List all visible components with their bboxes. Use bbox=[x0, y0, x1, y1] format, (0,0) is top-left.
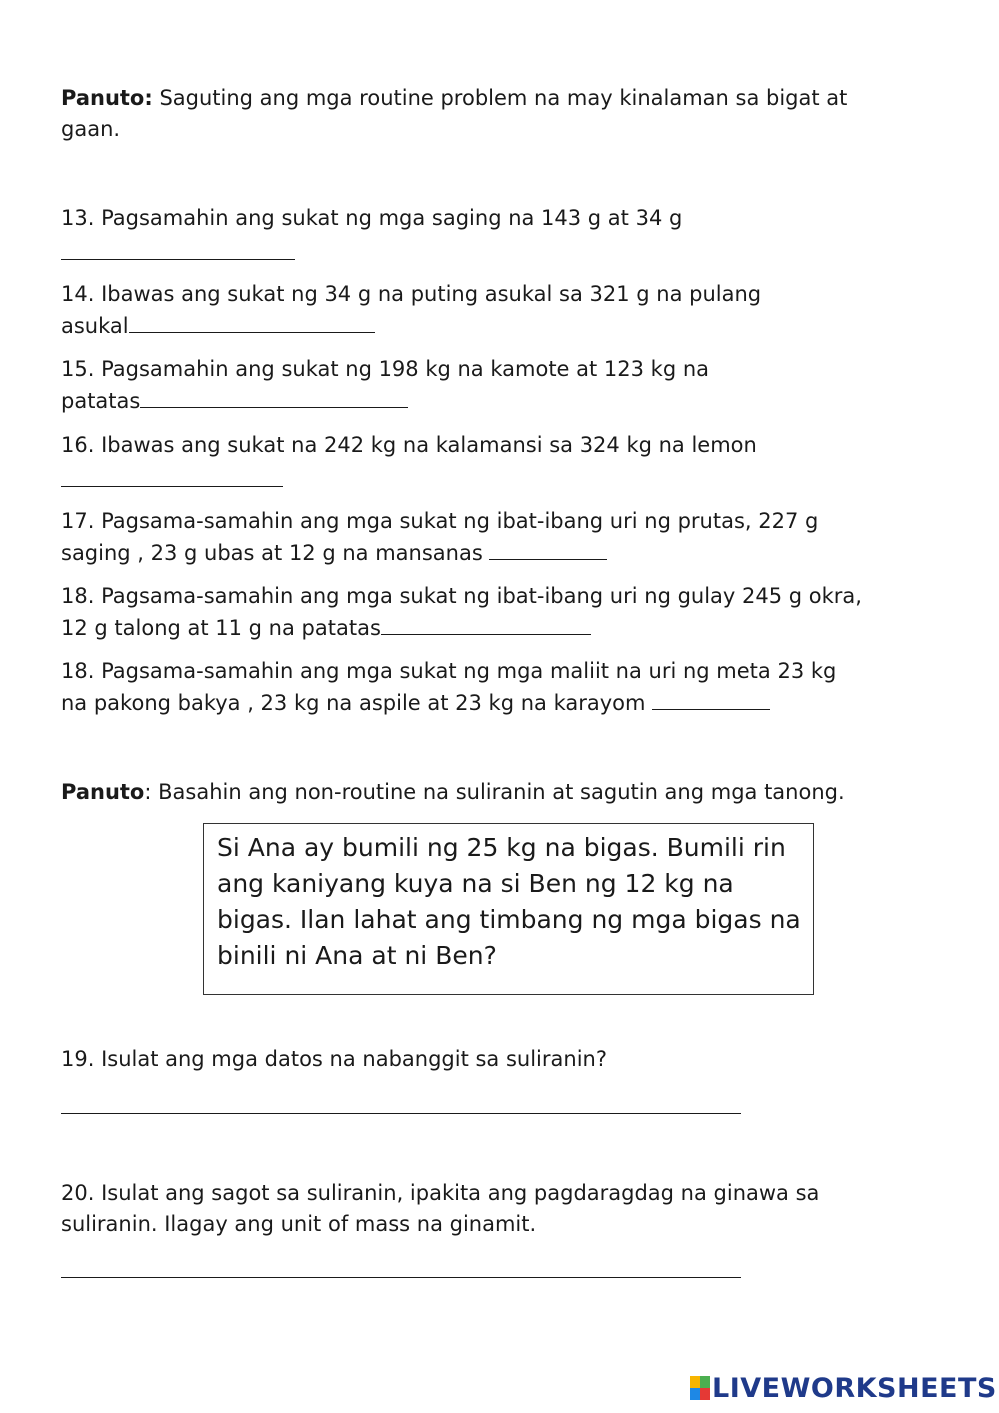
question-18b: 18. Pagsama-samahin ang mga sukat ng mga maliit na uri ng meta 23 kg bbox=[61, 659, 837, 683]
section1-instruction bbox=[61, 83, 847, 114]
answer-line-13[interactable] bbox=[61, 259, 295, 260]
question-18a: 18. Pagsama-samahin ang mga sukat ng ibat-ibang uri ng gulay 245 g okra, bbox=[61, 584, 862, 608]
section1-instruction-cont: gaan. bbox=[61, 117, 121, 141]
question-18a-cont bbox=[61, 612, 591, 644]
answer-line-20[interactable] bbox=[61, 1277, 741, 1278]
section1-label: Panuto: bbox=[61, 86, 153, 110]
logo-text: LIVEWORKSHEETS bbox=[712, 1372, 997, 1404]
answer-blank-18b[interactable] bbox=[652, 687, 770, 710]
story-text: Si Ana ay bumili ng 25 kg na bigas. Bumili rin ang kaniyang kuya na si Ben ng 12 kg na bigas. Ilan lahat ang timbang ng mga bigas na binili ni Ana at ni Ben? bbox=[217, 833, 801, 970]
answer-line-16[interactable] bbox=[61, 486, 283, 487]
section2-instruction-text: : Basahin ang non-routine na suliranin at sagutin ang mga tanong. bbox=[144, 780, 845, 804]
answer-line-19[interactable] bbox=[61, 1113, 741, 1114]
question-14: 14. Ibawas ang sukat ng 34 g na puting asukal sa 321 g na pulang bbox=[61, 282, 762, 306]
question-18a-text: 12 g talong at 11 g na patatas bbox=[61, 616, 381, 640]
logo-tile-1 bbox=[690, 1376, 700, 1388]
question-15: 15. Pagsamahin ang sukat ng 198 kg na kamote at 123 kg na bbox=[61, 357, 710, 381]
story-box bbox=[203, 823, 814, 995]
question-19: 19. Isulat ang mga datos na nabanggit sa suliranin? bbox=[61, 1047, 607, 1071]
section1-instruction-text: Saguting ang mga routine problem na may kinalaman sa bigat at bbox=[152, 86, 848, 110]
answer-blank-14[interactable] bbox=[129, 310, 375, 333]
logo-tile-3 bbox=[690, 1388, 700, 1400]
section2-instruction bbox=[61, 777, 845, 808]
question-15-cont bbox=[61, 385, 408, 417]
liveworksheets-logo-icon bbox=[690, 1376, 710, 1400]
logo-tile-4 bbox=[700, 1388, 710, 1400]
question-14-text: asukal bbox=[61, 314, 129, 338]
question-20-cont: suliranin. Ilagay ang unit of mass na ginamit. bbox=[61, 1212, 537, 1236]
question-15-text: patatas bbox=[61, 389, 141, 413]
question-13: 13. Pagsamahin ang sukat ng mga saging na 143 g at 34 g bbox=[61, 206, 683, 230]
question-18b-cont bbox=[61, 687, 770, 719]
liveworksheets-logo bbox=[690, 1373, 997, 1403]
question-16: 16. Ibawas ang sukat na 242 kg na kalamansi sa 324 kg na lemon bbox=[61, 433, 757, 457]
answer-blank-15[interactable] bbox=[140, 385, 408, 408]
answer-blank-18a[interactable] bbox=[381, 612, 591, 635]
section2-label: Panuto bbox=[61, 780, 145, 804]
question-17-cont bbox=[61, 537, 607, 569]
question-18b-text: na pakong bakya , 23 kg na aspile at 23 kg na karayom bbox=[61, 691, 653, 715]
logo-tile-2 bbox=[700, 1376, 710, 1388]
answer-blank-17[interactable] bbox=[489, 537, 607, 560]
question-14-cont bbox=[61, 310, 375, 342]
question-17: 17. Pagsama-samahin ang mga sukat ng ibat-ibang uri ng prutas, 227 g bbox=[61, 509, 819, 533]
question-20: 20. Isulat ang sagot sa suliranin, ipakita ang pagdaragdag na ginawa sa bbox=[61, 1181, 820, 1205]
question-17-text: saging , 23 g ubas at 12 g na mansanas bbox=[61, 541, 490, 565]
